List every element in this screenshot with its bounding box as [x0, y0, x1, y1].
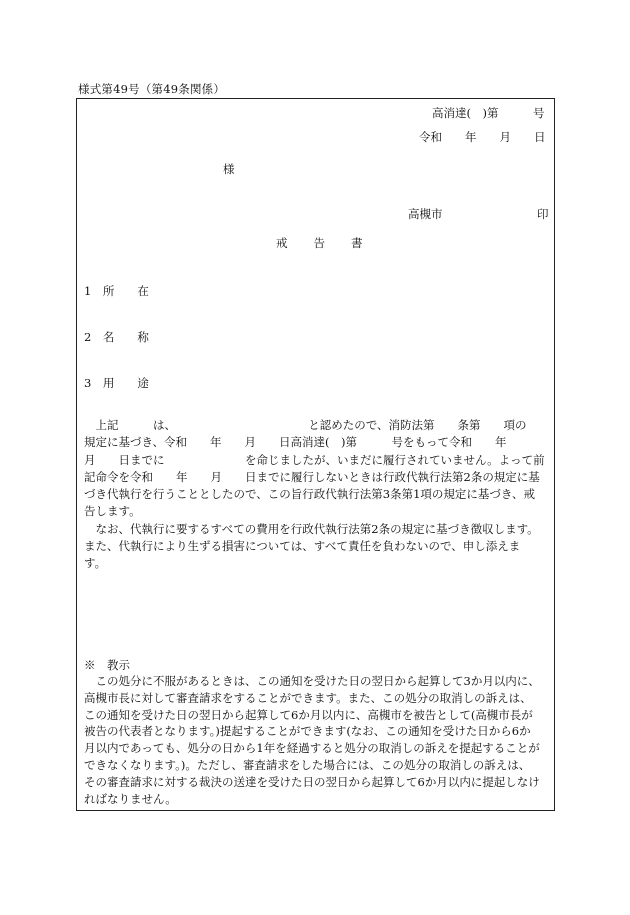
body-line: づき代執行を行うこととしたので、この旨行政代執行法第3条第1項の規定に基づき、戒 — [84, 487, 535, 502]
body-line: なお、代執行に要するすべての費用を行政代執行法第2条の規定に基づき徴収します。 — [84, 521, 539, 536]
body-line: す。 — [84, 556, 107, 571]
notice-line: その審査請求に対する裁決の送達を受けた日の翌日から起算して6か月以内に提起しなけ — [84, 774, 540, 789]
notice-line: この処分に不服があるときは、この通知を受けた日の翌日から起算して3か月以内に、 — [84, 674, 540, 688]
item-use: 3 用 途 — [84, 376, 149, 390]
body-line: 告します。 — [84, 504, 141, 519]
document-date: 令和 年 月 日 — [419, 130, 546, 144]
seal-mark: 印 — [537, 207, 549, 221]
item-location: 1 所 在 — [84, 284, 149, 298]
notice-line: ればなりません。 — [84, 791, 177, 806]
body-line: また、代執行により生ずる損害については、すべて責任を負わないので、申し添えま — [84, 539, 521, 554]
body-line: 規定に基づき、令和 年 月 日高消達( )第 号をもって令和 年 — [84, 435, 507, 450]
notice-line: 被告の代表者となります。)提起することができます(なお、この通知を受けた日から6か — [84, 724, 531, 739]
warning-body — [84, 417, 547, 573]
issuer-name: 高槻市 — [408, 207, 443, 221]
body-line: 上記 は、 と認めたので、消防法第 条第 項の — [84, 418, 527, 432]
form-number-label: 様式第49号（第49条関係） — [78, 82, 226, 96]
notice-heading: ※ 教示 — [84, 658, 130, 672]
item-name: 2 名 称 — [84, 330, 149, 344]
document-number: 高消達( )第 号 — [432, 106, 545, 120]
notice-body — [84, 673, 549, 807]
notice-line: 月以内であっても、処分の日から1年を経過すると処分の取消しの訴えを提起することが — [84, 741, 540, 756]
body-line: 記命令を令和 年 月 日までに履行しないときは行政代執行法第2条の規定に基 — [84, 469, 540, 484]
notice-line: この通知を受けた日の翌日から起算して6か月以内に、高槻市を被告として(高槻市長が — [84, 707, 533, 722]
addressee-honorific: 様 — [223, 162, 235, 176]
document-title: 戒 告 書 — [276, 236, 364, 250]
body-line: 月 日までに を命じましたが、いまだに履行されていません。よって前 — [84, 452, 545, 467]
notice-line: できなくなります。)。ただし、審査請求をした場合には、この処分の取消しの訴えは、 — [84, 757, 531, 772]
notice-line: 高槻市長に対して審査請求をすることができます。また、この処分の取消しの訴えは、 — [84, 690, 532, 705]
